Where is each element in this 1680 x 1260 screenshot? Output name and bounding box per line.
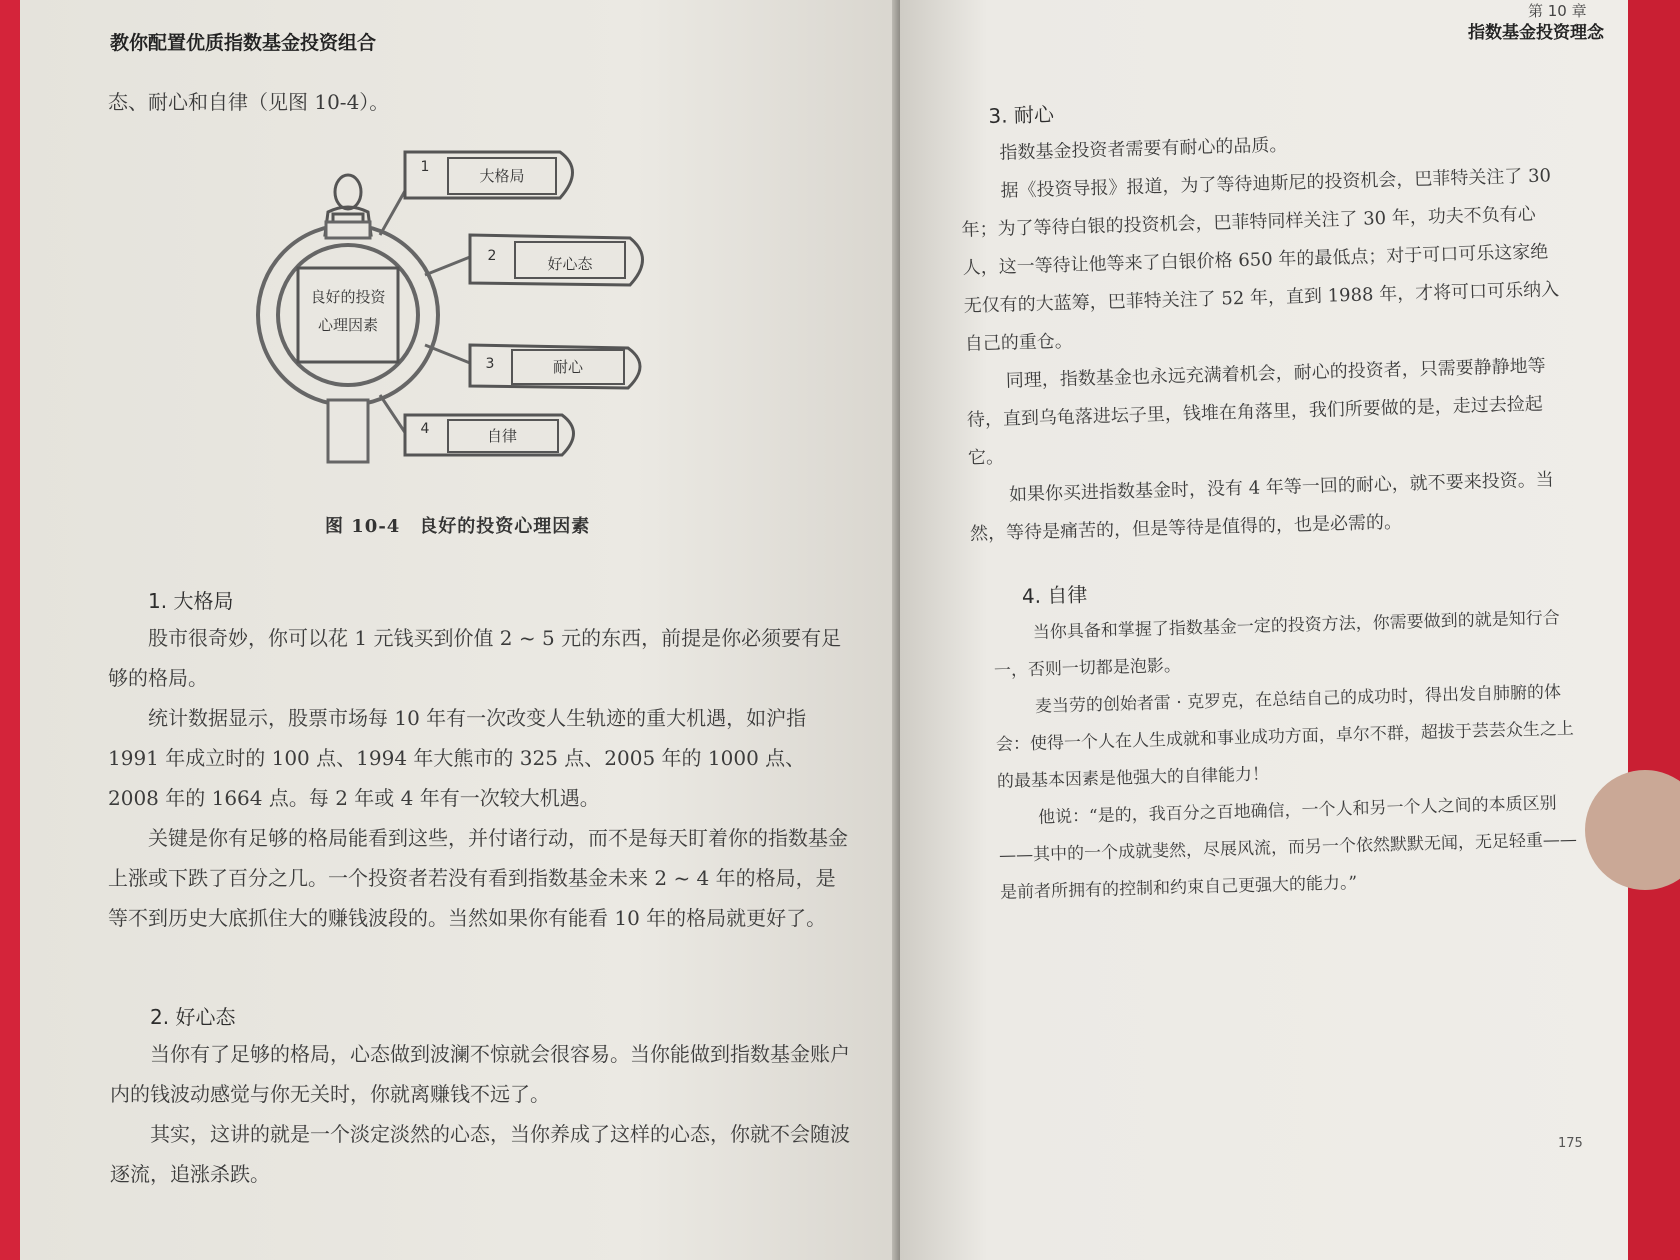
factor-item-1	[405, 152, 573, 198]
figure-caption: 图 10-4 良好的投资心理因素	[325, 516, 591, 537]
section3-heading: 3. 耐心	[988, 102, 1055, 128]
section3-p3: 同理，指数基金也永远充满着机会，耐心的投资者，只需要静静地等待，直到乌龟落进坛子里，钱堆在角落里，我们所要做的是，走过去捡起它。	[966, 355, 1546, 469]
left-page	[20, 0, 900, 1260]
factor-label-4: 自律	[486, 427, 518, 445]
factor-item-2	[470, 235, 643, 285]
right-running-head: 指数基金投资理念	[1468, 23, 1604, 43]
section1-p2: 统计数据显示，股票市场每 10 年有一次改变人生轨迹的重大机遇，如沪指 1991 年成立时的 100 点、1994 年大熊市的 325 点、2005 年的 1000 点、2008 年的 1664 点。每 2 年或 4 年有一次较大机遇。	[108, 706, 807, 810]
chapter-label: 第 10 章	[1528, 2, 1587, 20]
section2-p1: 当你有了足够的格局，心态做到波澜不惊就会很容易。当你能做到指数基金账户内的钱波动感觉与你无关时，你就离赚钱不远了。	[110, 1042, 850, 1106]
factor-label-3: 耐心	[552, 358, 584, 376]
right-text-block	[961, 83, 1610, 911]
factor-num-2: 2	[487, 248, 497, 264]
section3-p2: 据《投资导报》报道，为了等待迪斯尼的投资机会，巴菲特关注了 30 年；为了等待白银的投资机会，巴菲特同样关注了 30 年，功夫不负有心人，这一等待让他等来了白银价格 650 年的最低点；对于可口可乐这家绝无仅有的大蓝筹，巴菲特关注了 52 年，直到 1988 年，才将可口可乐纳入自己的重仓。	[961, 165, 1560, 355]
section3-body	[959, 119, 1570, 554]
center-box	[298, 268, 398, 362]
section4-p3: 他说：“是的，我百分之百地确信，一个人和另一个人之间的本质区别——其中的一个成就斐然，尽展风流，而另一个依然默默无闻，无足轻重——是前者所拥有的控制和约束自己更强大的能力。”	[998, 793, 1578, 903]
intro-line: 态、耐心和自律（见图 10-4）。	[108, 90, 390, 114]
book-cover-edge	[1620, 0, 1680, 1260]
factor-label-1: 大格局	[479, 167, 525, 185]
section1-body	[108, 618, 848, 938]
section3-p1: 指数基金投资者需要有耐心的品质。	[999, 134, 1288, 164]
intro-text	[108, 82, 868, 122]
section4-p1: 当你具备和掌握了指数基金一定的投资方法，你需要做到的就是知行合一，否则一切都是泡影。	[993, 608, 1560, 682]
section2-p2: 其实，这讲的就是一个淡定淡然的心态，当你养成了这样的心态，你就不会随波逐流，追涨杀跌。	[110, 1122, 850, 1186]
factor-label-2: 好心态	[547, 255, 593, 273]
section4-body	[992, 600, 1580, 912]
section2-body	[110, 1034, 850, 1194]
center-label-line1: 良好的投资	[310, 288, 386, 306]
section1-p1: 股市很奇妙，你可以花 1 元钱买到价值 2 ~ 5 元的东西，前提是你必须要有足够的格局。	[108, 626, 842, 690]
section1-heading: 1. 大格局	[148, 589, 234, 613]
right-page	[900, 0, 1628, 1260]
factor-num-4: 4	[420, 421, 430, 437]
section1-p3: 关键是你有足够的格局能看到这些，并付诸行动，而不是每天盯着你的指数基金上涨或下跌了百分之几。一个投资者若没有看到指数基金未来 2 ~ 4 年的格局，是等不到历史大底抓住大的赚钱波段的。当然如果你有能看 10 年的格局就更好了。	[108, 826, 848, 930]
factor-item-3	[470, 345, 640, 388]
psychology-factors-diagram	[240, 150, 700, 500]
factor-num-3: 3	[485, 356, 495, 372]
section2-heading: 2. 好心态	[150, 1005, 236, 1029]
factor-item-4	[405, 415, 574, 455]
left-running-head: 教你配置优质指数基金投资组合	[110, 32, 377, 54]
section4-heading: 4. 自律	[1021, 582, 1088, 609]
page-number: 175	[1558, 1136, 1583, 1151]
factor-num-1: 1	[420, 159, 430, 175]
section3-p4: 如果你买进指数基金时，没有 4 年等一回的耐心，就不要来投资。当然，等待是痛苦的，但是等待是值得的，也是必需的。	[969, 469, 1555, 545]
center-label-line2: 心理因素	[317, 316, 379, 334]
section4-p2: 麦当劳的创始者雷 · 克罗克，在总结自己的成功时，得出发自肺腑的体会：使得一个人在人生成就和事业成功方面，卓尔不群，超拔于芸芸众生之上的最基本因素是他强大的自律能力！	[995, 682, 1575, 793]
